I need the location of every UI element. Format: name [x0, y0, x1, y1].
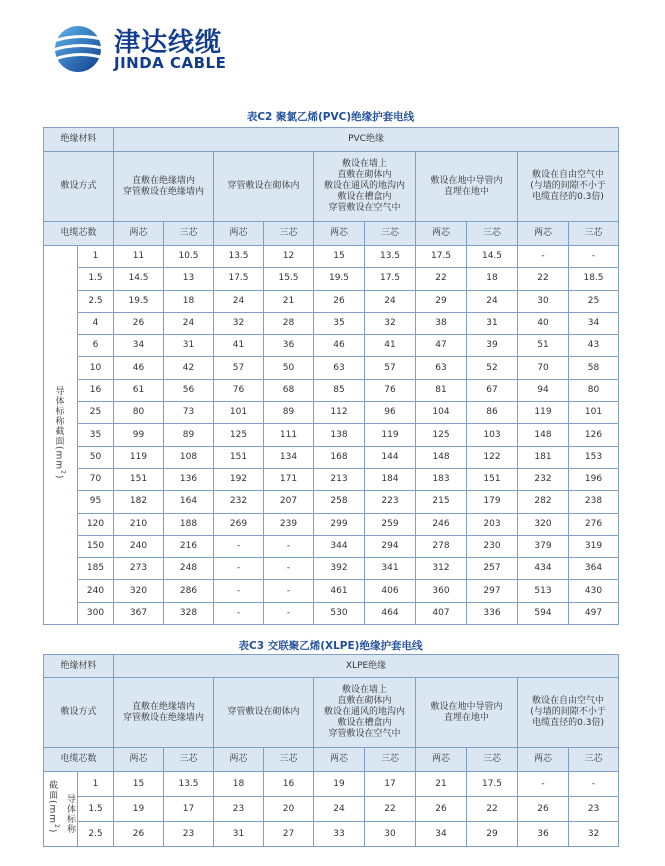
conductor-size: 95	[78, 491, 114, 513]
current-value: 31	[214, 822, 264, 847]
current-value: 89	[264, 402, 314, 424]
current-value: 26	[416, 797, 467, 822]
current-value: 26	[314, 290, 365, 312]
table-row	[44, 558, 619, 580]
table-row	[44, 513, 619, 535]
conductor-size: 150	[78, 535, 114, 557]
conductor-size: 50	[78, 446, 114, 468]
current-value: 81	[416, 379, 467, 401]
table-c2-title: 表C2 聚氯乙烯(PVC)绝缘护套电线	[246, 111, 415, 123]
table-row	[44, 580, 619, 602]
current-value: 17.5	[365, 268, 416, 290]
current-value: 112	[314, 402, 365, 424]
current-value: -	[264, 580, 314, 602]
current-value: 15.5	[264, 268, 314, 290]
table-row	[44, 424, 619, 446]
material-value: PVC绝缘	[114, 128, 619, 152]
globe-icon	[48, 20, 108, 78]
current-value: 14.5	[114, 268, 164, 290]
conductor-size: 35	[78, 424, 114, 446]
current-value: 38	[416, 312, 467, 334]
current-value: 407	[416, 602, 467, 624]
core-count-header: 三芯	[569, 748, 619, 772]
current-value: 26	[114, 822, 164, 847]
current-value: 30	[518, 290, 569, 312]
current-value: 103	[467, 424, 518, 446]
conductor-size: 1	[78, 246, 114, 268]
current-value: 203	[467, 513, 518, 535]
current-value: 46	[114, 357, 164, 379]
current-value: 111	[264, 424, 314, 446]
current-value: 85	[314, 379, 365, 401]
current-value: 34	[416, 822, 467, 847]
current-value: 232	[518, 468, 569, 490]
method-col-4: 敷设在地中导管内 直埋在地中	[416, 678, 518, 748]
conductor-size: 2.5	[78, 822, 114, 847]
current-value: 42	[164, 357, 214, 379]
current-value: 52	[467, 357, 518, 379]
current-value: 31	[467, 312, 518, 334]
current-value: 86	[467, 402, 518, 424]
current-value: 341	[365, 558, 416, 580]
table-row	[44, 402, 619, 424]
current-value: 19	[114, 797, 164, 822]
method-col-4: 敷设在地中导管内 直埋在地中	[416, 152, 518, 222]
core-count-header: 三芯	[569, 222, 619, 246]
current-value: 17.5	[416, 246, 467, 268]
current-value: 594	[518, 602, 569, 624]
conductor-size: 70	[78, 468, 114, 490]
current-value: 67	[467, 379, 518, 401]
current-value: 80	[114, 402, 164, 424]
current-value: 239	[264, 513, 314, 535]
current-value: 22	[518, 268, 569, 290]
current-value: 56	[164, 379, 214, 401]
current-value: 94	[518, 379, 569, 401]
core-count-header: 两芯	[416, 748, 467, 772]
current-value: 40	[518, 312, 569, 334]
current-value: 10.5	[164, 246, 214, 268]
current-value: -	[569, 772, 619, 797]
brand-name-en: JINDA CABLE	[114, 54, 227, 72]
current-value: 232	[214, 491, 264, 513]
current-value: 286	[164, 580, 214, 602]
core-count-header: 三芯	[164, 222, 214, 246]
conductor-size: 300	[78, 602, 114, 624]
current-value: 136	[164, 468, 214, 490]
table-row	[44, 602, 619, 624]
current-value: 179	[467, 491, 518, 513]
current-value: 21	[264, 290, 314, 312]
conductor-size: 10	[78, 357, 114, 379]
conductor-size: 25	[78, 402, 114, 424]
current-value: 19.5	[314, 268, 365, 290]
current-value: 406	[365, 580, 416, 602]
current-value: 76	[214, 379, 264, 401]
current-value: 230	[467, 535, 518, 557]
table-row	[44, 797, 619, 822]
current-value: 125	[214, 424, 264, 446]
brand-name-cn: 津达线缆	[114, 28, 223, 58]
material-label: 绝缘材料	[44, 128, 114, 152]
current-value: 104	[416, 402, 467, 424]
current-value: 63	[314, 357, 365, 379]
current-value: 196	[569, 468, 619, 490]
current-value: 15	[314, 246, 365, 268]
current-value: 76	[365, 379, 416, 401]
method-col-1: 直敷在绝缘墙内 穿管敷设在绝缘墙内	[114, 152, 214, 222]
current-value: 12	[264, 246, 314, 268]
current-value: 151	[467, 468, 518, 490]
current-value: 23	[569, 797, 619, 822]
current-value: 134	[264, 446, 314, 468]
current-value: 13.5	[214, 246, 264, 268]
conductor-size: 1.5	[78, 797, 114, 822]
current-value: 28	[264, 312, 314, 334]
current-value: -	[214, 558, 264, 580]
current-value: 320	[518, 513, 569, 535]
current-value: 122	[467, 446, 518, 468]
current-value: 18.5	[569, 268, 619, 290]
current-value: 223	[365, 491, 416, 513]
core-count-header: 两芯	[314, 748, 365, 772]
current-value: 328	[164, 602, 214, 624]
method-col-3: 敷设在墙上 直敷在砌体内 敷设在通风的地沟内 敷设在槽盒内 穿管敷设在空气中	[314, 678, 416, 748]
current-value: 26	[114, 312, 164, 334]
conductor-size: 1.5	[78, 268, 114, 290]
current-value: 210	[114, 513, 164, 535]
current-value: 36	[518, 822, 569, 847]
current-value: 43	[569, 335, 619, 357]
table-c3-title: 表C3 交联聚乙烯(XLPE)绝缘护套电线	[238, 640, 423, 652]
current-value: 151	[214, 446, 264, 468]
current-value: 434	[518, 558, 569, 580]
core-count-header: 两芯	[416, 222, 467, 246]
current-value: 47	[416, 335, 467, 357]
current-value: 184	[365, 468, 416, 490]
table-row	[44, 822, 619, 847]
conductor-size: 16	[78, 379, 114, 401]
current-value: 16	[264, 772, 314, 797]
current-value: 80	[569, 379, 619, 401]
current-value: 181	[518, 446, 569, 468]
current-value: 248	[164, 558, 214, 580]
current-value: -	[214, 580, 264, 602]
current-value: 144	[365, 446, 416, 468]
current-value: 276	[569, 513, 619, 535]
core-count-header: 三芯	[365, 748, 416, 772]
core-count-header: 三芯	[365, 222, 416, 246]
current-value: 461	[314, 580, 365, 602]
table-row	[44, 379, 619, 401]
current-value: 24	[365, 290, 416, 312]
core-count-header: 两芯	[314, 222, 365, 246]
current-value: -	[264, 602, 314, 624]
current-value: 164	[164, 491, 214, 513]
current-value: 269	[214, 513, 264, 535]
current-value: 46	[314, 335, 365, 357]
table-row	[44, 268, 619, 290]
table-row	[44, 312, 619, 334]
current-value: -	[518, 246, 569, 268]
current-value: 32	[569, 822, 619, 847]
current-value: 294	[365, 535, 416, 557]
table-row	[44, 468, 619, 490]
current-value: 18	[467, 268, 518, 290]
current-value: 171	[264, 468, 314, 490]
current-value: 29	[416, 290, 467, 312]
conductor-size: 120	[78, 513, 114, 535]
current-value: 183	[416, 468, 467, 490]
current-value: 24	[214, 290, 264, 312]
current-value: 216	[164, 535, 214, 557]
current-value: 192	[214, 468, 264, 490]
core-count-header: 两芯	[114, 748, 164, 772]
current-value: 68	[264, 379, 314, 401]
current-value: 58	[569, 357, 619, 379]
current-value: 320	[114, 580, 164, 602]
current-value: 344	[314, 535, 365, 557]
current-value: 41	[214, 335, 264, 357]
method-col-5: 敷设在自由空气中 (与墙的间隙不小于 电缆直径的0.3倍)	[518, 678, 619, 748]
method-col-5: 敷设在自由空气中 (与墙的间隙不小于 电缆直径的0.3倍)	[518, 152, 619, 222]
method-col-2: 穿管敷设在砌体内	[214, 152, 314, 222]
method-col-2: 穿管敷设在砌体内	[214, 678, 314, 748]
core-count-header: 三芯	[467, 748, 518, 772]
current-value: 182	[114, 491, 164, 513]
current-value: 41	[365, 335, 416, 357]
current-value: 50	[264, 357, 314, 379]
current-value: 153	[569, 446, 619, 468]
current-value: 360	[416, 580, 467, 602]
current-value: 119	[518, 402, 569, 424]
table-row	[44, 357, 619, 379]
current-value: 125	[416, 424, 467, 446]
core-count-header: 两芯	[518, 748, 569, 772]
current-value: 18	[164, 290, 214, 312]
current-value: -	[264, 535, 314, 557]
current-value: 273	[114, 558, 164, 580]
current-value: 22	[467, 797, 518, 822]
current-value: 99	[114, 424, 164, 446]
current-value: 238	[569, 491, 619, 513]
company-logo	[48, 20, 268, 78]
table-c3	[43, 654, 619, 847]
table-row	[44, 246, 619, 268]
section-label: 截面$(mm^2)$ 导体标称	[44, 772, 78, 847]
current-value: 19.5	[114, 290, 164, 312]
current-value: 530	[314, 602, 365, 624]
current-value: 26	[518, 797, 569, 822]
core-count-header: 两芯	[518, 222, 569, 246]
current-value: 51	[518, 335, 569, 357]
method-label: 敷设方式	[44, 678, 114, 748]
current-value: 126	[569, 424, 619, 446]
current-value: -	[264, 558, 314, 580]
current-value: 257	[467, 558, 518, 580]
current-value: 364	[569, 558, 619, 580]
current-value: 36	[264, 335, 314, 357]
table-row	[44, 491, 619, 513]
current-value: 25	[569, 290, 619, 312]
current-value: 27	[264, 822, 314, 847]
current-value: 21	[416, 772, 467, 797]
current-value: -	[214, 535, 264, 557]
current-value: 188	[164, 513, 214, 535]
current-value: 57	[365, 357, 416, 379]
current-value: 119	[365, 424, 416, 446]
current-value: 31	[164, 335, 214, 357]
current-value: 24	[314, 797, 365, 822]
current-value: 430	[569, 580, 619, 602]
current-value: 101	[569, 402, 619, 424]
core-count-header: 两芯	[214, 748, 264, 772]
current-value: 513	[518, 580, 569, 602]
current-value: 22	[365, 797, 416, 822]
current-value: 22	[416, 268, 467, 290]
current-value: 39	[467, 335, 518, 357]
current-value: 63	[416, 357, 467, 379]
current-value: 18	[214, 772, 264, 797]
current-value: -	[214, 602, 264, 624]
current-value: 14.5	[467, 246, 518, 268]
current-value: 29	[467, 822, 518, 847]
current-value: 379	[518, 535, 569, 557]
current-value: 20	[264, 797, 314, 822]
current-value: 61	[114, 379, 164, 401]
method-col-1: 直敷在绝缘墙内 穿管敷设在绝缘墙内	[114, 678, 214, 748]
current-value: 101	[214, 402, 264, 424]
core-label: 电缆芯数	[44, 222, 114, 246]
table-c2	[43, 127, 619, 625]
current-value: 13.5	[164, 772, 214, 797]
current-value: 17	[365, 772, 416, 797]
current-value: 34	[569, 312, 619, 334]
table-row	[44, 290, 619, 312]
current-value: 23	[164, 822, 214, 847]
current-value: 35	[314, 312, 365, 334]
core-count-header: 三芯	[467, 222, 518, 246]
current-value: 259	[365, 513, 416, 535]
current-value: 57	[214, 357, 264, 379]
current-value: 17	[164, 797, 214, 822]
material-label: 绝缘材料	[44, 655, 114, 678]
table-row	[44, 772, 619, 797]
material-value: XLPE绝缘	[114, 655, 619, 678]
current-value: 297	[467, 580, 518, 602]
current-value: 19	[314, 772, 365, 797]
current-value: 336	[467, 602, 518, 624]
current-value: 168	[314, 446, 365, 468]
current-value: 258	[314, 491, 365, 513]
current-value: 497	[569, 602, 619, 624]
current-value: 312	[416, 558, 467, 580]
current-value: 13.5	[365, 246, 416, 268]
current-value: 33	[314, 822, 365, 847]
conductor-size: 6	[78, 335, 114, 357]
conductor-size: 240	[78, 580, 114, 602]
conductor-size: 2.5	[78, 290, 114, 312]
current-value: 96	[365, 402, 416, 424]
conductor-size: 1	[78, 772, 114, 797]
current-value: 17.5	[214, 268, 264, 290]
current-value: 30	[365, 822, 416, 847]
current-value: 89	[164, 424, 214, 446]
current-value: 282	[518, 491, 569, 513]
current-value: 108	[164, 446, 214, 468]
current-value: 34	[114, 335, 164, 357]
table-row	[44, 335, 619, 357]
table-row	[44, 446, 619, 468]
current-value: 464	[365, 602, 416, 624]
current-value: 24	[164, 312, 214, 334]
current-value: 367	[114, 602, 164, 624]
current-value: -	[569, 246, 619, 268]
current-value: 70	[518, 357, 569, 379]
section-label: 导体标称截面$(mm^2)$	[44, 246, 78, 625]
current-value: 278	[416, 535, 467, 557]
current-value: 215	[416, 491, 467, 513]
current-value: 32	[365, 312, 416, 334]
current-value: 15	[114, 772, 164, 797]
current-value: 240	[114, 535, 164, 557]
current-value: 319	[569, 535, 619, 557]
current-value: 299	[314, 513, 365, 535]
current-value: 148	[416, 446, 467, 468]
core-count-header: 三芯	[264, 222, 314, 246]
current-value: 246	[416, 513, 467, 535]
core-count-header: 三芯	[164, 748, 214, 772]
current-value: 138	[314, 424, 365, 446]
core-count-header: 三芯	[264, 748, 314, 772]
current-value: 151	[114, 468, 164, 490]
current-value: -	[518, 772, 569, 797]
conductor-size: 4	[78, 312, 114, 334]
current-value: 148	[518, 424, 569, 446]
current-value: 213	[314, 468, 365, 490]
current-value: 13	[164, 268, 214, 290]
core-count-header: 两芯	[114, 222, 164, 246]
core-label: 电缆芯数	[44, 748, 114, 772]
current-value: 32	[214, 312, 264, 334]
current-value: 73	[164, 402, 214, 424]
method-col-3: 敷设在墙上 直敷在砌体内 敷设在通风的地沟内 敷设在槽盒内 穿管敷设在空气中	[314, 152, 416, 222]
current-value: 207	[264, 491, 314, 513]
method-label: 敷设方式	[44, 152, 114, 222]
current-value: 392	[314, 558, 365, 580]
conductor-size: 185	[78, 558, 114, 580]
current-value: 17.5	[467, 772, 518, 797]
current-value: 24	[467, 290, 518, 312]
current-value: 23	[214, 797, 264, 822]
current-value: 11	[114, 246, 164, 268]
table-row	[44, 535, 619, 557]
core-count-header: 两芯	[214, 222, 264, 246]
current-value: 119	[114, 446, 164, 468]
